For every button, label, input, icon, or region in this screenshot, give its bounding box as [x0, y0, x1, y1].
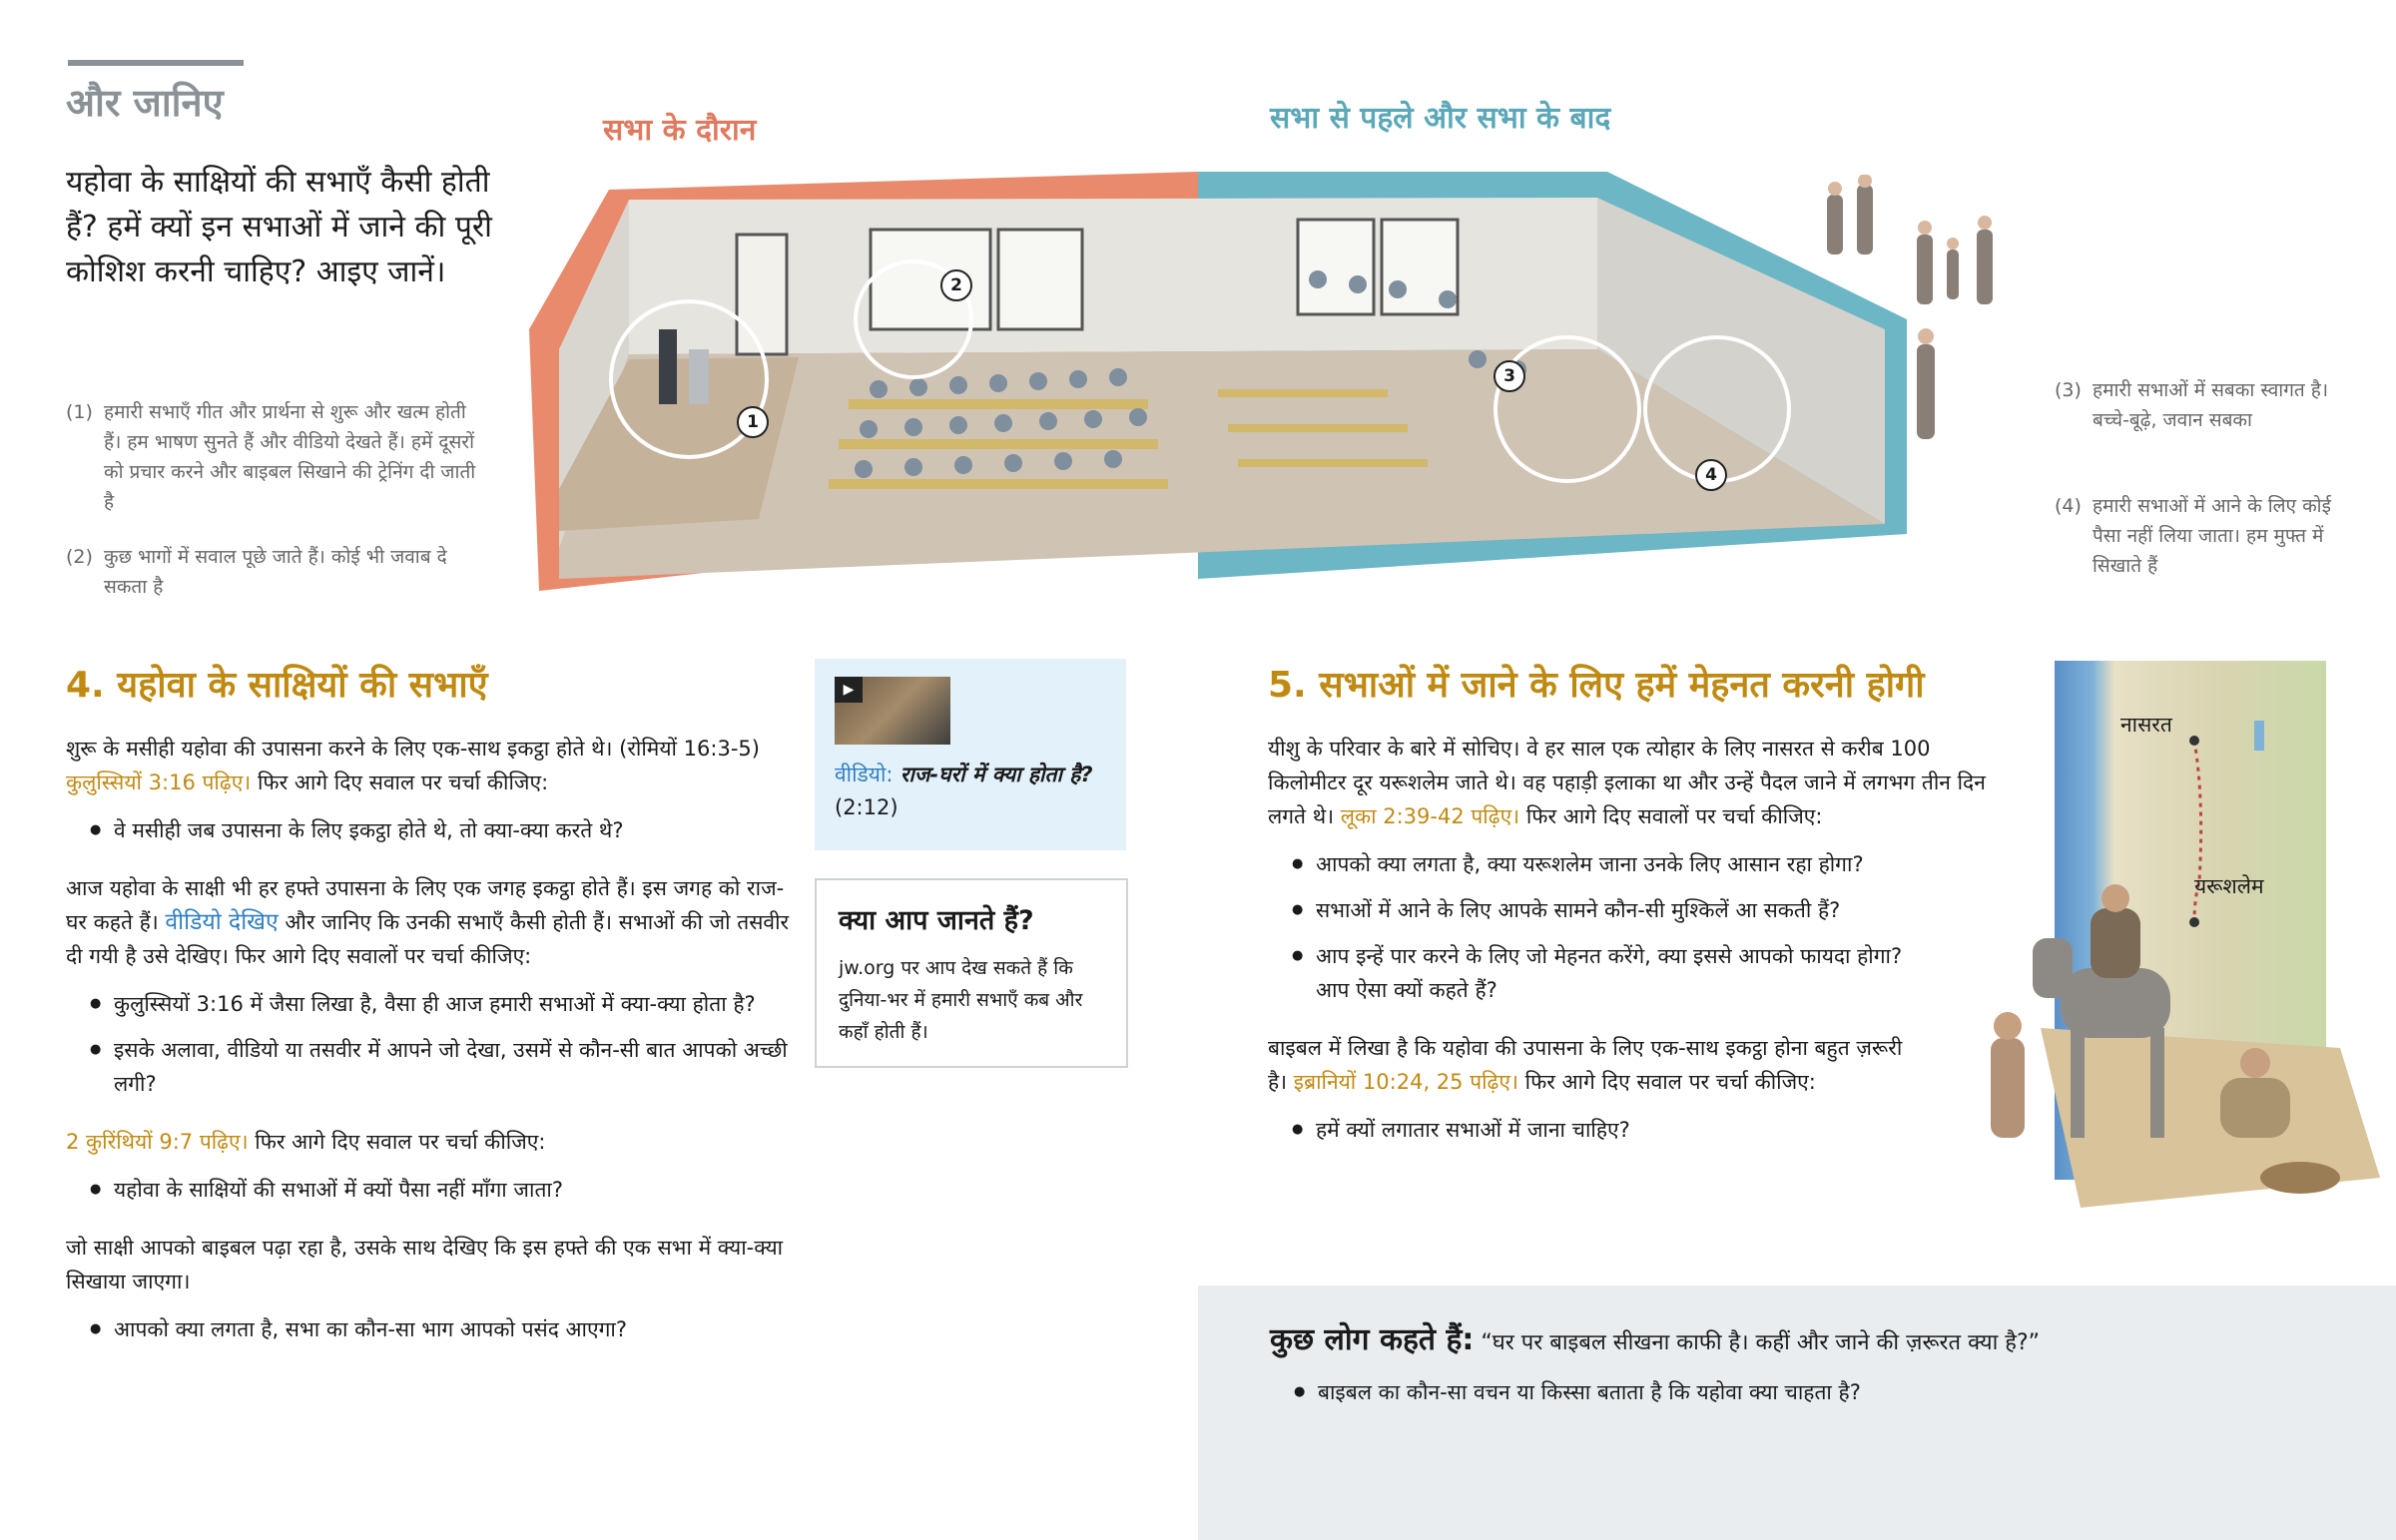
- paragraph: [1268, 732, 1987, 833]
- video-box[interactable]: [815, 659, 1126, 850]
- question: ● आपको क्या लगता है, सभा का कौन-सा भाग आपको पसंद आएगा?: [66, 1312, 795, 1346]
- section-4: [66, 659, 795, 1358]
- scripture-link[interactable]: कुलुस्सियों 3:16 पढ़िए।: [66, 770, 252, 794]
- intro-text: यहोवा के साक्षियों की सभाएँ कैसी होती हैं? हमें क्यों इन सभाओं में जाने की पूरी कोशिश करनी चाहिए? आइए जानें।: [66, 165, 492, 289]
- text: आज यहोवा के साक्षी भी हर हफ्ते उपासना के लिए एक जगह इकट्ठा होते हैं। इस जगह को राज-घर कहते हैं।: [66, 876, 785, 934]
- text: फिर आगे दिए सवाल पर चर्चा कीजिए:: [1517, 1070, 1816, 1094]
- section-5-title: 5. सभाओं में जाने के लिए हमें मेहनत करनी होगी: [1268, 665, 1925, 706]
- paragraph: [66, 1125, 795, 1159]
- some-say-line: [1270, 1317, 2348, 1358]
- text: शुरू के मसीही यहोवा की उपासना करने के लिए एक-साथ इकट्ठा होते थे। (रोमियों 16:3-5): [66, 737, 760, 761]
- label-during-meeting: सभा के दौरान: [603, 113, 757, 148]
- note-num: (2): [66, 546, 93, 568]
- video-title[interactable]: राज-घरों में क्या होता है?: [893, 763, 1093, 786]
- video-link[interactable]: वीडियो देखिए: [165, 909, 279, 935]
- question-list: [1268, 1113, 1997, 1147]
- question: ● कुलुस्सियों 3:16 में जैसा लिखा है, वैसा ही आज हमारी सभाओं में क्या-क्या होता है?: [66, 987, 795, 1021]
- question: ● बाइबल का कौन-सा वचन या किस्सा बताता है कि यहोवा क्या चाहता है?: [1270, 1375, 2348, 1409]
- some-say-label: कुछ लोग कहते हैं:: [1270, 1322, 1475, 1357]
- question: ● यहोवा के साक्षियों की सभाओं में क्यों पैसा नहीं माँगा जाता?: [66, 1173, 795, 1207]
- text: बाइबल में लिखा है कि यहोवा की उपासना के लिए एक-साथ इकट्ठा होना बहुत ज़रूरी है।: [1268, 1036, 1903, 1094]
- door: [737, 235, 787, 354]
- paragraph: जो साक्षी आपको बाइबल पढ़ा रहा है, उसके साथ देखिए कि इस हफ्ते की एक सभा में क्या-क्या सिखाया जाएगा।: [66, 1236, 784, 1293]
- question-list: [66, 1173, 795, 1207]
- scripture-link[interactable]: 2 कुरिंथियों 9:7 पढ़िए।: [66, 1130, 249, 1154]
- kingdom-hall-illustration: [519, 160, 2017, 609]
- badge-number: 1: [747, 412, 759, 432]
- note-num: (3): [2055, 379, 2082, 401]
- video-caption: [835, 759, 1114, 824]
- scripture-link[interactable]: इब्रानियों 10:24, 25 पढ़िए।: [1293, 1070, 1518, 1094]
- note-num: (1): [66, 401, 93, 423]
- label-before-after-meeting: सभा से पहले और सभा के बाद: [1270, 101, 1611, 136]
- podium: [689, 349, 709, 404]
- note-4: [2055, 491, 2354, 581]
- kicker-title: और जानिए: [66, 81, 224, 125]
- note-text: हमारी सभाएँ गीत और प्रार्थना से शुरू और खत्म होती हैं। हम भाषण सुनते हैं और वीडियो देखते हैं। हमें दूसरों को प्रचार करने और बाइबल सिखाने की ट्रेनिंग दी जाती है: [104, 401, 476, 513]
- text: फिर आगे दिए सवाल पर चर्चा कीजिए:: [248, 1130, 546, 1154]
- text: फिर आगे दिए सवाल पर चर्चा कीजिए:: [251, 770, 549, 794]
- text: फिर आगे दिए सवालों पर चर्चा कीजिए:: [1519, 804, 1823, 828]
- did-you-know-title: क्या आप जानते हैं?: [839, 905, 1034, 936]
- paragraph: [66, 732, 795, 799]
- some-say-quote: “घर पर बाइबल सीखना काफी है। कहीं और जाने की ज़रूरत क्या है?”: [1474, 1330, 2041, 1355]
- map-label-nazareth: नासरत: [2120, 713, 2172, 737]
- section-4-title: 4. यहोवा के साक्षियों की सभाएँ: [66, 665, 488, 706]
- note-3: [2055, 375, 2354, 435]
- badge-number: 4: [1705, 465, 1717, 485]
- arriving-people-illustration: [1817, 175, 2037, 474]
- note-text: हमारी सभाओं में सबका स्वागत है। बच्चे-बूढ़े, जवान सबका: [2093, 379, 2329, 431]
- video-prefix: वीडियो:: [835, 763, 894, 786]
- badge-3: [1494, 360, 1525, 392]
- did-you-know-box: [815, 878, 1128, 1068]
- video-thumbnail[interactable]: [835, 677, 950, 745]
- badge-2: [940, 269, 972, 301]
- play-icon[interactable]: ▶: [835, 677, 863, 703]
- paragraph: [1268, 1031, 1907, 1099]
- speaker-figure: [659, 329, 677, 404]
- section-5: [1268, 659, 1997, 1159]
- badge-number: 2: [950, 275, 962, 295]
- note-1: [66, 397, 485, 517]
- did-you-know-text: jw.org पर आप देख सकते हैं कि दुनिया-भर में हमारी सभाएँ कब और कहाँ होती हैं।: [839, 957, 1083, 1043]
- badge-4: [1695, 459, 1727, 491]
- family-travel-illustration: [1921, 878, 2380, 1238]
- text: यीशु के परिवार के बारे में सोचिए। वे हर साल एक त्योहार के लिए नासरत से करीब 100 किलोमीटर दूर यरूशलेम जाते थे। वह पहाड़ी इलाका था और उन्हें पैदल जाने में लगभग तीन दिन लगते थे।: [1268, 737, 1986, 828]
- question-list: [66, 987, 795, 1101]
- question-list: [66, 813, 795, 847]
- header-rule: [68, 60, 244, 66]
- some-say-panel: [1198, 1285, 2396, 1540]
- badge-1: [737, 406, 769, 438]
- note-num: (4): [2055, 495, 2082, 517]
- question: ● सभाओं में आने के लिए आपके सामने कौन-सी मुश्किलें आ सकती हैं?: [1268, 893, 1927, 927]
- question: ● इसके अलावा, वीडियो या तसवीर में आपने जो देखा, उसमें से कौन-सी बात आपको अच्छी लगी?: [66, 1033, 795, 1101]
- note-2: [66, 542, 485, 602]
- question: ● हमें क्यों लगातार सभाओं में जाना चाहिए?: [1268, 1113, 1997, 1147]
- video-duration: (2:12): [835, 795, 898, 819]
- question-list: [1268, 847, 1927, 1007]
- note-text: कुछ भागों में सवाल पूछे जाते हैं। कोई भी जवाब दे सकता है: [104, 546, 447, 598]
- question: ● आपको क्या लगता है, क्या यरूशलेम जाना उनके लिए आसान रहा होगा?: [1268, 847, 1927, 881]
- scripture-link[interactable]: लूका 2:39-42 पढ़िए।: [1340, 804, 1520, 828]
- text: और जानिए कि उनकी सभाएँ कैसी होती हैं। सभाओं की जो तसवीर दी गयी है उसे देखिए। फिर आगे दिए सवालों पर चर्चा कीजिए:: [66, 910, 790, 968]
- question-list: [1270, 1375, 2348, 1421]
- badge-number: 3: [1503, 366, 1515, 386]
- question-list: [66, 1312, 795, 1346]
- note-text: हमारी सभाओं में आने के लिए कोई पैसा नहीं लिया जाता। हम मुफ्त में सिखाते हैं: [2093, 495, 2331, 577]
- question: ● आप इन्हें पार करने के लिए जो मेहनत करेंगे, क्या इससे आपको फायदा होगा? आप ऐसा क्यों कहते हैं?: [1268, 939, 1927, 1007]
- question: ● वे मसीही जब उपासना के लिए इकट्ठा होते थे, तो क्या-क्या करते थे?: [66, 813, 795, 847]
- paragraph: [66, 871, 795, 973]
- map-label-jerusalem: यरूशलेम: [2194, 874, 2264, 898]
